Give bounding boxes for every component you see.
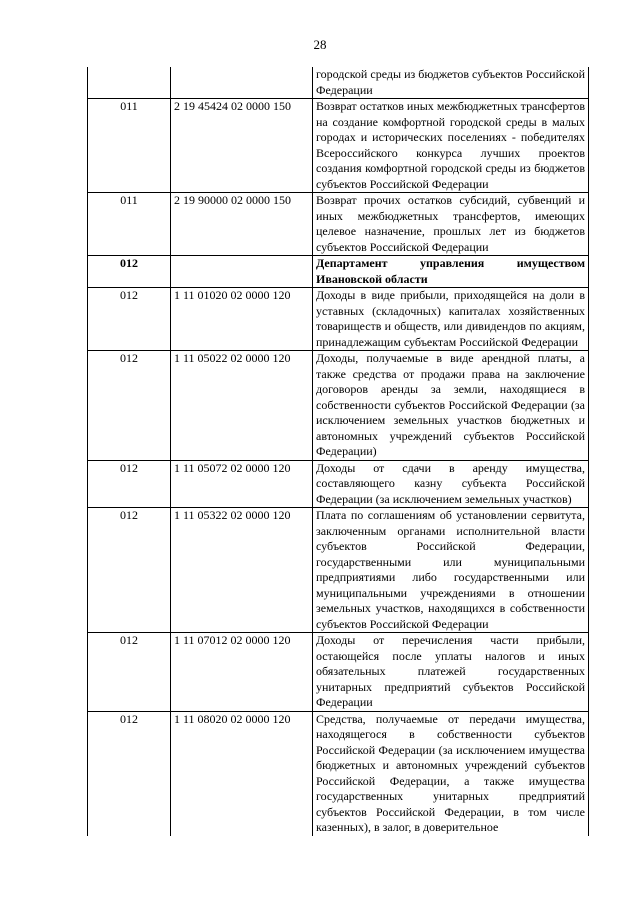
kbk-code: 2 19 90000 02 0000 150	[171, 193, 313, 256]
revenue-description: городской среды из бюджетов субъектов Российской Федерации	[313, 67, 589, 99]
revenue-description: Доходы от перечисления части прибыли, остающейся после уплаты налогов и иных обязательных платежей государственных унитарных предприятий субъектов Российской Федерации	[313, 633, 589, 712]
administrator-heading-row	[88, 256, 589, 288]
table-row	[88, 633, 589, 712]
table-row	[88, 460, 589, 508]
table-row	[88, 193, 589, 256]
page-number: 28	[313, 37, 327, 52]
revenue-description: Возврат прочих остатков субсидий, субвенций и иных межбюджетных трансфертов, имеющих целевое назначение, прошлых лет из бюджетов субъектов Российской Федерации	[313, 193, 589, 256]
kbk-code: 1 11 01020 02 0000 120	[171, 288, 313, 351]
administrator-name: Департамент управления имуществом Ивановской области	[313, 256, 589, 288]
revenue-description: Доходы, получаемые в виде арендной платы, а также средства от продажи права на заключение договоров аренды за земли, находящиеся в собственности субъектов Российской Федерации (за исключением земельных участков бюджетных и автономных учреждений субъектов Российской Федерации)	[313, 351, 589, 461]
admin-code: 011	[88, 193, 171, 256]
admin-code: 012	[88, 508, 171, 633]
revenue-description: Плата по соглашениям об установлении сервитута, заключенным органами исполнительной власти субъектов Российской Федерации, государственными или муниципальными предприятиями либо государственными или муниципальными учреждениями в отношении земельных участков, находящихся в собственности субъектов Российской Федерации	[313, 508, 589, 633]
admin-code: 012	[88, 288, 171, 351]
kbk-code: 1 11 05322 02 0000 120	[171, 508, 313, 633]
table-row	[88, 99, 589, 193]
table-row	[88, 67, 589, 99]
admin-code: 012	[88, 351, 171, 461]
admin-code: 012	[88, 711, 171, 836]
kbk-code: 1 11 05072 02 0000 120	[171, 460, 313, 508]
revenue-description: Доходы в виде прибыли, приходящейся на доли в уставных (складочных) капиталах хозяйственных товариществ и обществ, или дивидендов по акциям, принадлежащим субъектам Российской Федерации	[313, 288, 589, 351]
kbk-code: 1 11 05022 02 0000 120	[171, 351, 313, 461]
admin-code: 012	[88, 633, 171, 712]
revenue-codes-table	[87, 67, 589, 836]
revenue-description: Возврат остатков иных межбюджетных трансфертов на создание комфортной городской среды в малых городах и исторических поселениях - победителях Всероссийского конкурса лучших проектов создания комфортной городской среды из бюджетов субъектов Российской Федерации	[313, 99, 589, 193]
kbk-code	[171, 67, 313, 99]
admin-code: 012	[88, 460, 171, 508]
revenue-description: Средства, получаемые от передачи имущества, находящегося в собственности субъектов Российской Федерации (за исключением имущества бюджетных и автономных учреждений субъектов Российской Федерации, а также имущества государственных унитарных предприятий субъектов Российской Федерации, в том числе казенных), в залог, в доверительное	[313, 711, 589, 836]
table-row	[88, 288, 589, 351]
admin-code	[88, 67, 171, 99]
table-row	[88, 351, 589, 461]
table-row	[88, 711, 589, 836]
revenue-description: Доходы от сдачи в аренду имущества, составляющего казну субъекта Российской Федерации (за исключением земельных участков)	[313, 460, 589, 508]
table-row	[88, 508, 589, 633]
admin-code: 011	[88, 99, 171, 193]
kbk-code: 1 11 07012 02 0000 120	[171, 633, 313, 712]
admin-code: 012	[88, 256, 171, 288]
kbk-code	[171, 256, 313, 288]
kbk-code: 2 19 45424 02 0000 150	[171, 99, 313, 193]
kbk-code: 1 11 08020 02 0000 120	[171, 711, 313, 836]
